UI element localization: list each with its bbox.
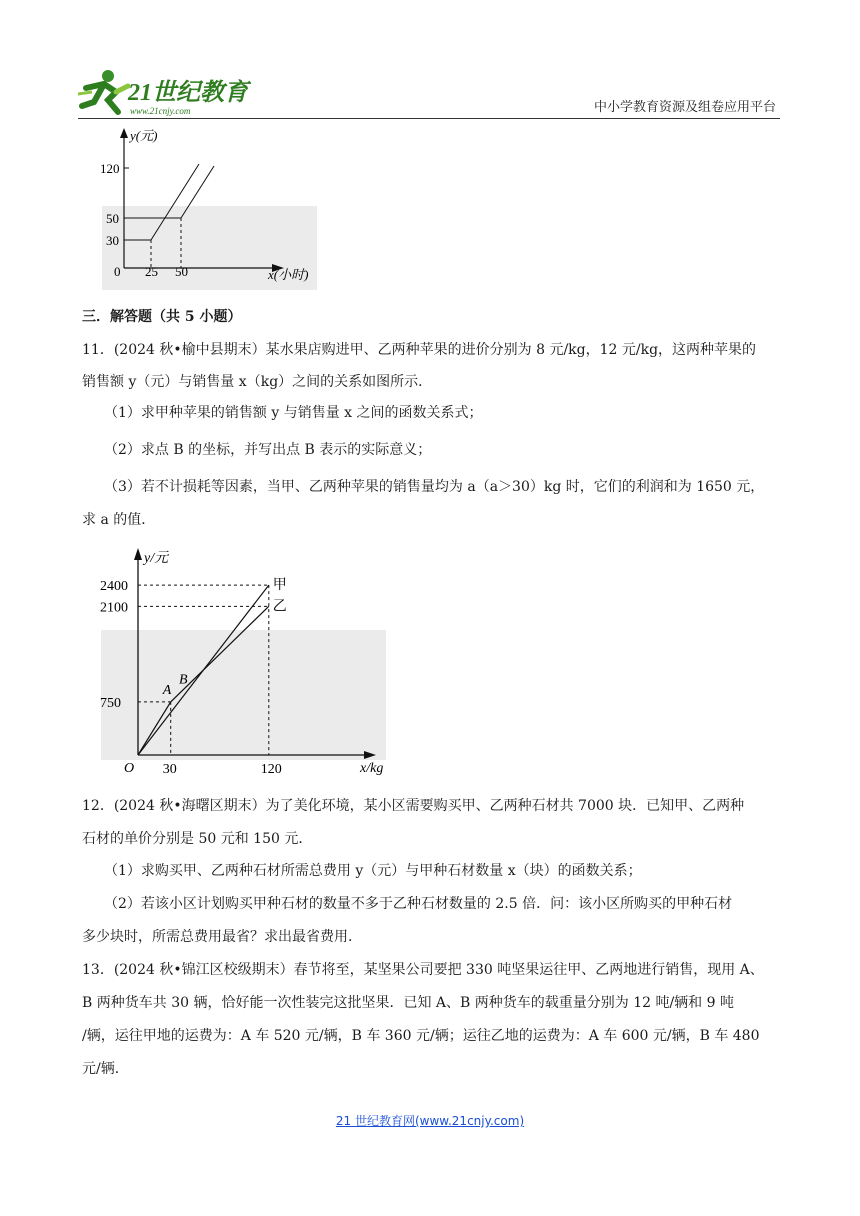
page-header	[78, 62, 780, 120]
figure-1-y-tick: 120	[100, 161, 120, 176]
figure-1-x-tick: 25	[145, 264, 158, 279]
y-tick-label: 2100	[100, 600, 128, 616]
header-divider	[78, 118, 780, 119]
point-label: A	[162, 682, 172, 698]
q12-part-2: （2）若该小区计划购买甲种石材的数量不多于乙种石材数量的 2.5 倍．问：该小区所购买的甲种石材	[104, 896, 733, 912]
q11-stem-line-1	[82, 335, 782, 365]
q11-source: (2024 秋•榆中县期末）	[113, 342, 266, 358]
q13-line-3: /辆，运往甲地的运费为：A 车 520 元/辆，B 车 360 元/辆；运往乙地的运费为：A 车 600 元/辆，B 车 480	[82, 1028, 760, 1044]
figure-1-y-tick: 30	[106, 233, 119, 248]
figure-2-chart	[96, 540, 396, 778]
platform-name: 中小学教育资源及组卷应用平台	[593, 100, 776, 115]
footer-link[interactable]: 21 世纪教育网(www.21cnjy.com)	[335, 1114, 525, 1128]
figure-2-y-label: y/元	[144, 551, 169, 566]
q12-part-2-continued: 多少块时，所需总费用最省？求出最省费用．	[82, 929, 362, 945]
logo-wordmark: 21世纪教育	[128, 80, 248, 106]
figure-2-background	[101, 630, 386, 760]
q11-stem-text: 某水果店购进甲、乙两种苹果的进价分别为 8 元/kg，12 元/kg，这两种苹果的	[265, 342, 757, 358]
q11-part-3: （3）若不计损耗等因素，当甲、乙两种苹果的销售量均为 a（a＞30）kg 时，它们的利润和为 1650 元，	[104, 479, 765, 495]
q13-line-1: 13．(2024 秋•锦江区校级期末）春节将至，某坚果公司要把 330 吨坚果运往甲、乙两地进行销售，现用 A、	[82, 962, 764, 978]
figure-1-x-tick: 50	[175, 264, 188, 279]
q11-part-1: （1）求甲种苹果的销售额 y 与销售量 x 之间的函数关系式；	[104, 405, 483, 421]
x-tick-label: 120	[260, 762, 282, 777]
section-title: 三．解答题（共 5 小题）	[82, 309, 242, 325]
figure-2-x-label: x/kg	[360, 761, 384, 776]
figure-1-origin: 0	[114, 264, 121, 279]
q11-number: 11．	[82, 342, 114, 358]
y-tick-label: 2400	[100, 579, 128, 595]
point-label: B	[179, 672, 188, 688]
x-tick-label: 30	[162, 762, 177, 777]
y-axis-arrow	[134, 548, 142, 560]
q11-stem-line-2: 销售额 y（元）与销售量 x（kg）之间的关系如图所示．	[82, 374, 433, 390]
q13-line-2: B 两种货车共 30 辆，恰好能一次性装完这批坚果．已知 A、B 两种货车的载重量分别为 12 吨/辆和 9 吨	[82, 995, 734, 1011]
figure-1-y-arrow	[120, 128, 128, 138]
logo-url: www.21cnjy.com	[130, 106, 191, 116]
q12-stem-line-1: 12．(2024 秋•海曙区期末）为了美化环境，某小区需要购买甲、乙两种石材共 7000 块．已知甲、乙两种	[82, 798, 745, 814]
q12-stem-line-2: 石材的单价分别是 50 元和 150 元．	[82, 831, 313, 847]
q11-part-2: （2）求点 B 的坐标，并写出点 B 表示的实际意义；	[104, 442, 432, 458]
y-tick-label: 750	[100, 695, 121, 711]
figure-1-y-tick: 50	[106, 211, 119, 226]
q12-part-1: （1）求购买甲、乙两种石材所需总费用 y（元）与甲种石材数量 x（块）的函数关系；	[104, 863, 642, 879]
page-footer	[0, 1112, 860, 1129]
q11-part-3-continued: 求 a 的值．	[82, 512, 156, 528]
figure-1-graph	[96, 124, 336, 296]
figure-2-origin: O	[124, 761, 135, 776]
series-label: 甲	[272, 578, 287, 594]
figure-1-y-label: y(元)	[130, 128, 158, 143]
site-logo	[78, 66, 253, 118]
series-label: 乙	[272, 599, 287, 615]
q13-line-4: 元/辆．	[82, 1061, 129, 1077]
figure-1-x-label: x(小时)	[268, 267, 309, 282]
